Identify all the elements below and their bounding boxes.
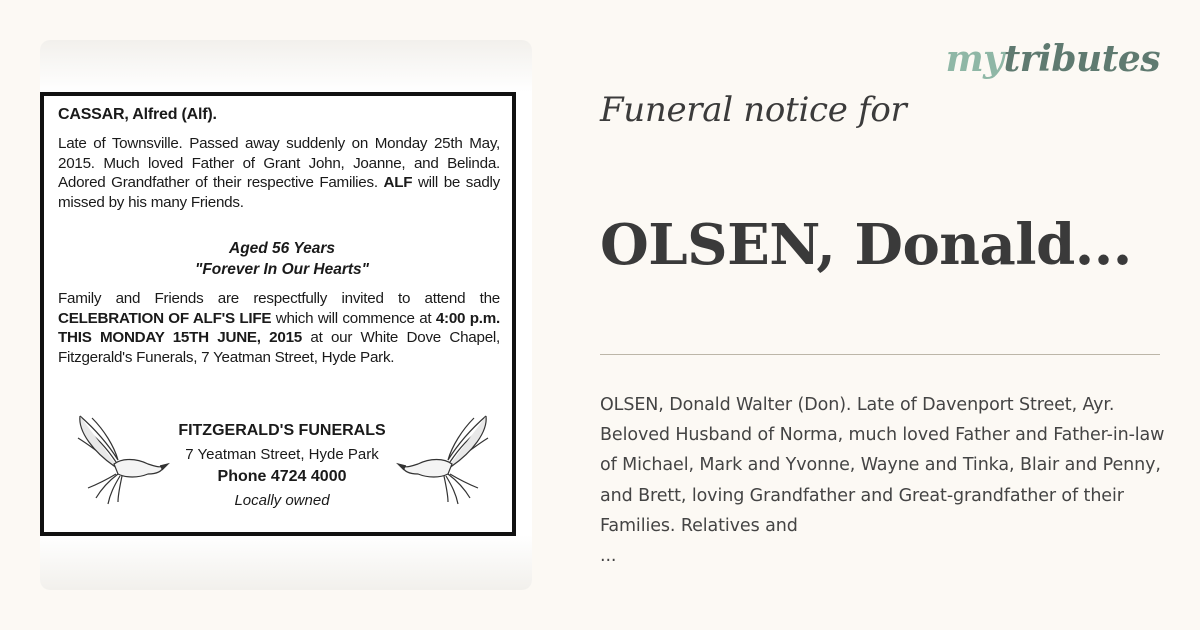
notice-heading: CASSAR, Alfred (Alf). [58,106,217,123]
page-subtitle: Funeral notice for [600,90,907,130]
notice-excerpt [600,390,1166,571]
logo-part-my: my [945,38,1004,80]
notice-paragraph-1: Late of Townsville. Passed away suddenly on Monday 25th May, 2015. Much loved Father of Grant John, Joanne, and Belinda. Adored Grandfather of their respective Families. ALF will be sadly missed by his many Friends. [58,135,500,211]
page-title: OLSEN, Donald... [600,212,1132,278]
notice-paragraph-2: Family and Friends are respectfully invited to attend the CELEBRATION OF ALF'S LIFE which will commence at 4:00 p.m. THIS MONDAY 15TH JUNE, 2015 at our White Dove Chapel, Fitzgerald's Funerals, 7 Yeatman Street, Hyde Park. [58,290,500,366]
logo-part-tributes: tributes [1003,38,1160,80]
funeral-director-phone: Phone 4724 4000 [217,468,347,485]
excerpt-text: OLSEN, Donald Walter (Don). Late of Davenport Street, Ayr. Beloved Husband of Norma, much loved Father and Father-in-law of Michael, Mark and Yvonne, Wayne and Tinka, Blair and Penny, and Brett, loving Grandfather and Great-grandfather of their Families. Relatives and [600,395,1165,536]
funeral-director-name: FITZGERALD'S FUNERALS [178,422,386,439]
divider [600,354,1160,355]
mytributes-logo[interactable] [946,38,1160,80]
funeral-director-tagline: Locally owned [234,492,330,509]
notice-image [40,40,532,590]
notice-box [40,92,516,536]
excerpt-ellipsis: ... [600,546,617,567]
notice-quote: "Forever In Our Hearts" [194,261,370,278]
funeral-director-address: 7 Yeatman Street, Hyde Park [185,446,379,463]
image-fade-top [40,40,532,92]
image-fade-bottom [40,535,532,590]
notice-age: Aged 56 Years [229,240,335,257]
